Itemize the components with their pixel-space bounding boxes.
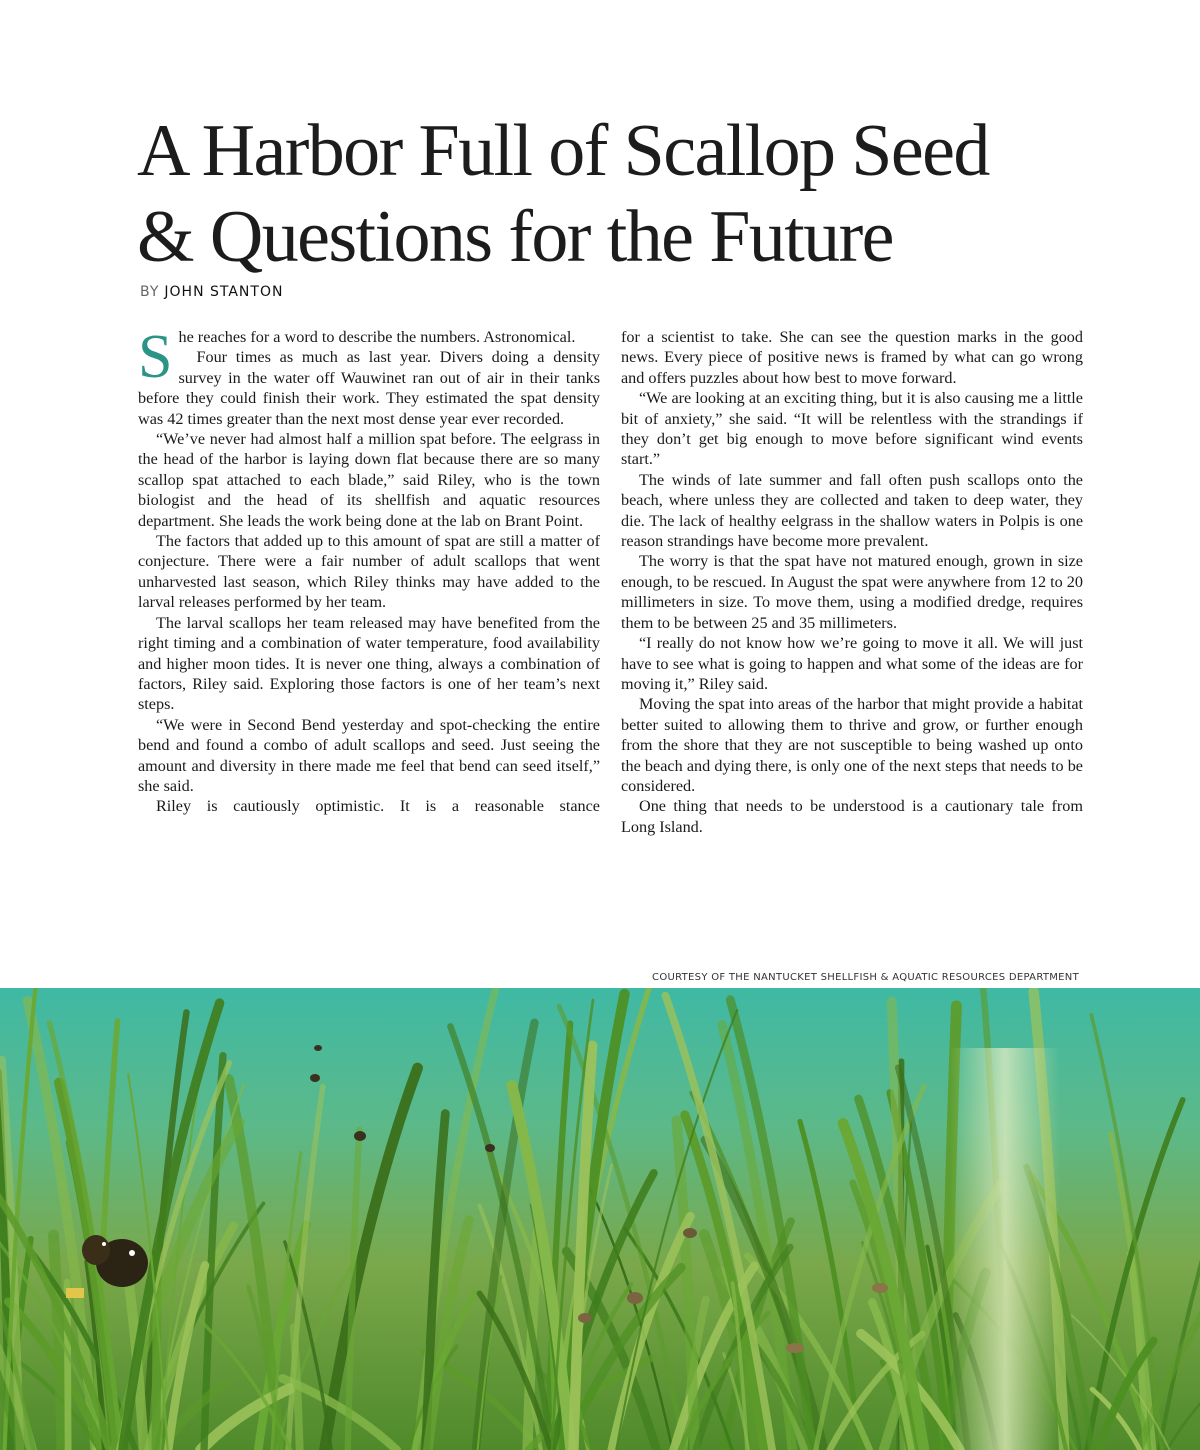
left-column (138, 323, 600, 817)
paragraph: Riley is cautiously optimistic. It is a reasonable stance (156, 797, 600, 816)
byline (140, 284, 283, 300)
paragraph: “I really do not know how we’re going to move it all. We will just have to see what is going to happen and what some of the ideas are for moving it,” Riley said. (621, 634, 1083, 693)
title-line-2: & Questions for the Future (137, 196, 893, 278)
paragraph: “We’ve never had almost half a million spat before. The eelgrass in the head of the harbor is laying down flat because there are so many scallop spat attached to each blade,” said Riley, who is the town biologist and the head of its shellfish and aquatic resources department. She leads the work being done at the lab on Brant Point. (138, 430, 600, 530)
title-line-1: A Harbor Full of Scallop Seed (137, 110, 989, 192)
eelgrass-photo (0, 988, 1200, 1450)
byline-prefix: BY (140, 284, 160, 300)
paragraph-continued: for a scientist to take. She can see the question marks in the good news. Every piece of positive news is framed by what can go wrong and offers puzzles about how best to move forward. (621, 328, 1083, 387)
paragraph: One thing that needs to be understood is a cautionary tale from Long Island. (621, 797, 1083, 836)
paragraph: “We were in Second Bend yesterday and spot-checking the entire bend and found a combo of adult scallops and seed. Just seeing the amount and diversity in there made me feel that bend can seed itself,” she said. (138, 715, 600, 795)
article-title (137, 108, 1097, 280)
paragraph: The winds of late summer and fall often push scallops onto the beach, where unless they are collected and taken to deep water, they die. The lack of healthy eelgrass in the shallow waters in Polpis is one reason strandings have become more prevalent. (621, 470, 1083, 551)
paragraph: “We are looking at an exciting thing, but it is also causing me a little bit of anxiety,” she said. “It will be relentless with the strandings if they don’t get big enough to move before significant wind events start.” (621, 389, 1083, 469)
paragraph: The worry is that the spat have not matured enough, grown in size enough, to be rescued. In August the spat were anywhere from 12 to 20 millimeters in size. To move them, using a modified dredge, requires them to be between 25 and 35 millimeters. (621, 552, 1083, 632)
blurred-blade (950, 1048, 1060, 1450)
photo-credit: COURTESY OF THE NANTUCKET SHELLFISH & AQUATIC RESOURCES DEPARTMENT (652, 972, 1079, 983)
byline-author: JOHN STANTON (164, 284, 284, 300)
paragraph: The factors that added up to this amount of spat are still a matter of conjecture. There were a fair number of adult scallops that went unharvested last season, which Riley thinks may have added to the larval releases performed by her team. (138, 532, 600, 612)
paragraph: The larval scallops her team released may have benefited from the right timing and a combination of water temperature, food availability and higher moon tides. It is never one thing, always a combination of factors, Riley said. Exploring those factors is one of her team’s next steps. (138, 613, 600, 714)
eelgrass-illustration (0, 988, 1200, 1450)
paragraph: Four times as much as last year. Divers doing a density survey in the water off Wauwinet ran out of air in their tanks before they could finish their work. They estimated the spat density was 42 times greater than the next most dense year ever recorded. (138, 348, 600, 428)
right-column (621, 327, 1083, 837)
paragraph: Moving the spat into areas of the harbor that might provide a habitat better suited to allowing them to thrive and grow, or further enough from the shore that they are not susceptible to being washed up onto the beach and dying there, is only one of the next steps that needs to be considered. (621, 695, 1083, 795)
paragraph-text: he reaches for a word to describe the numbers. Astronomical. (178, 328, 576, 346)
drop-cap: S (138, 323, 173, 391)
